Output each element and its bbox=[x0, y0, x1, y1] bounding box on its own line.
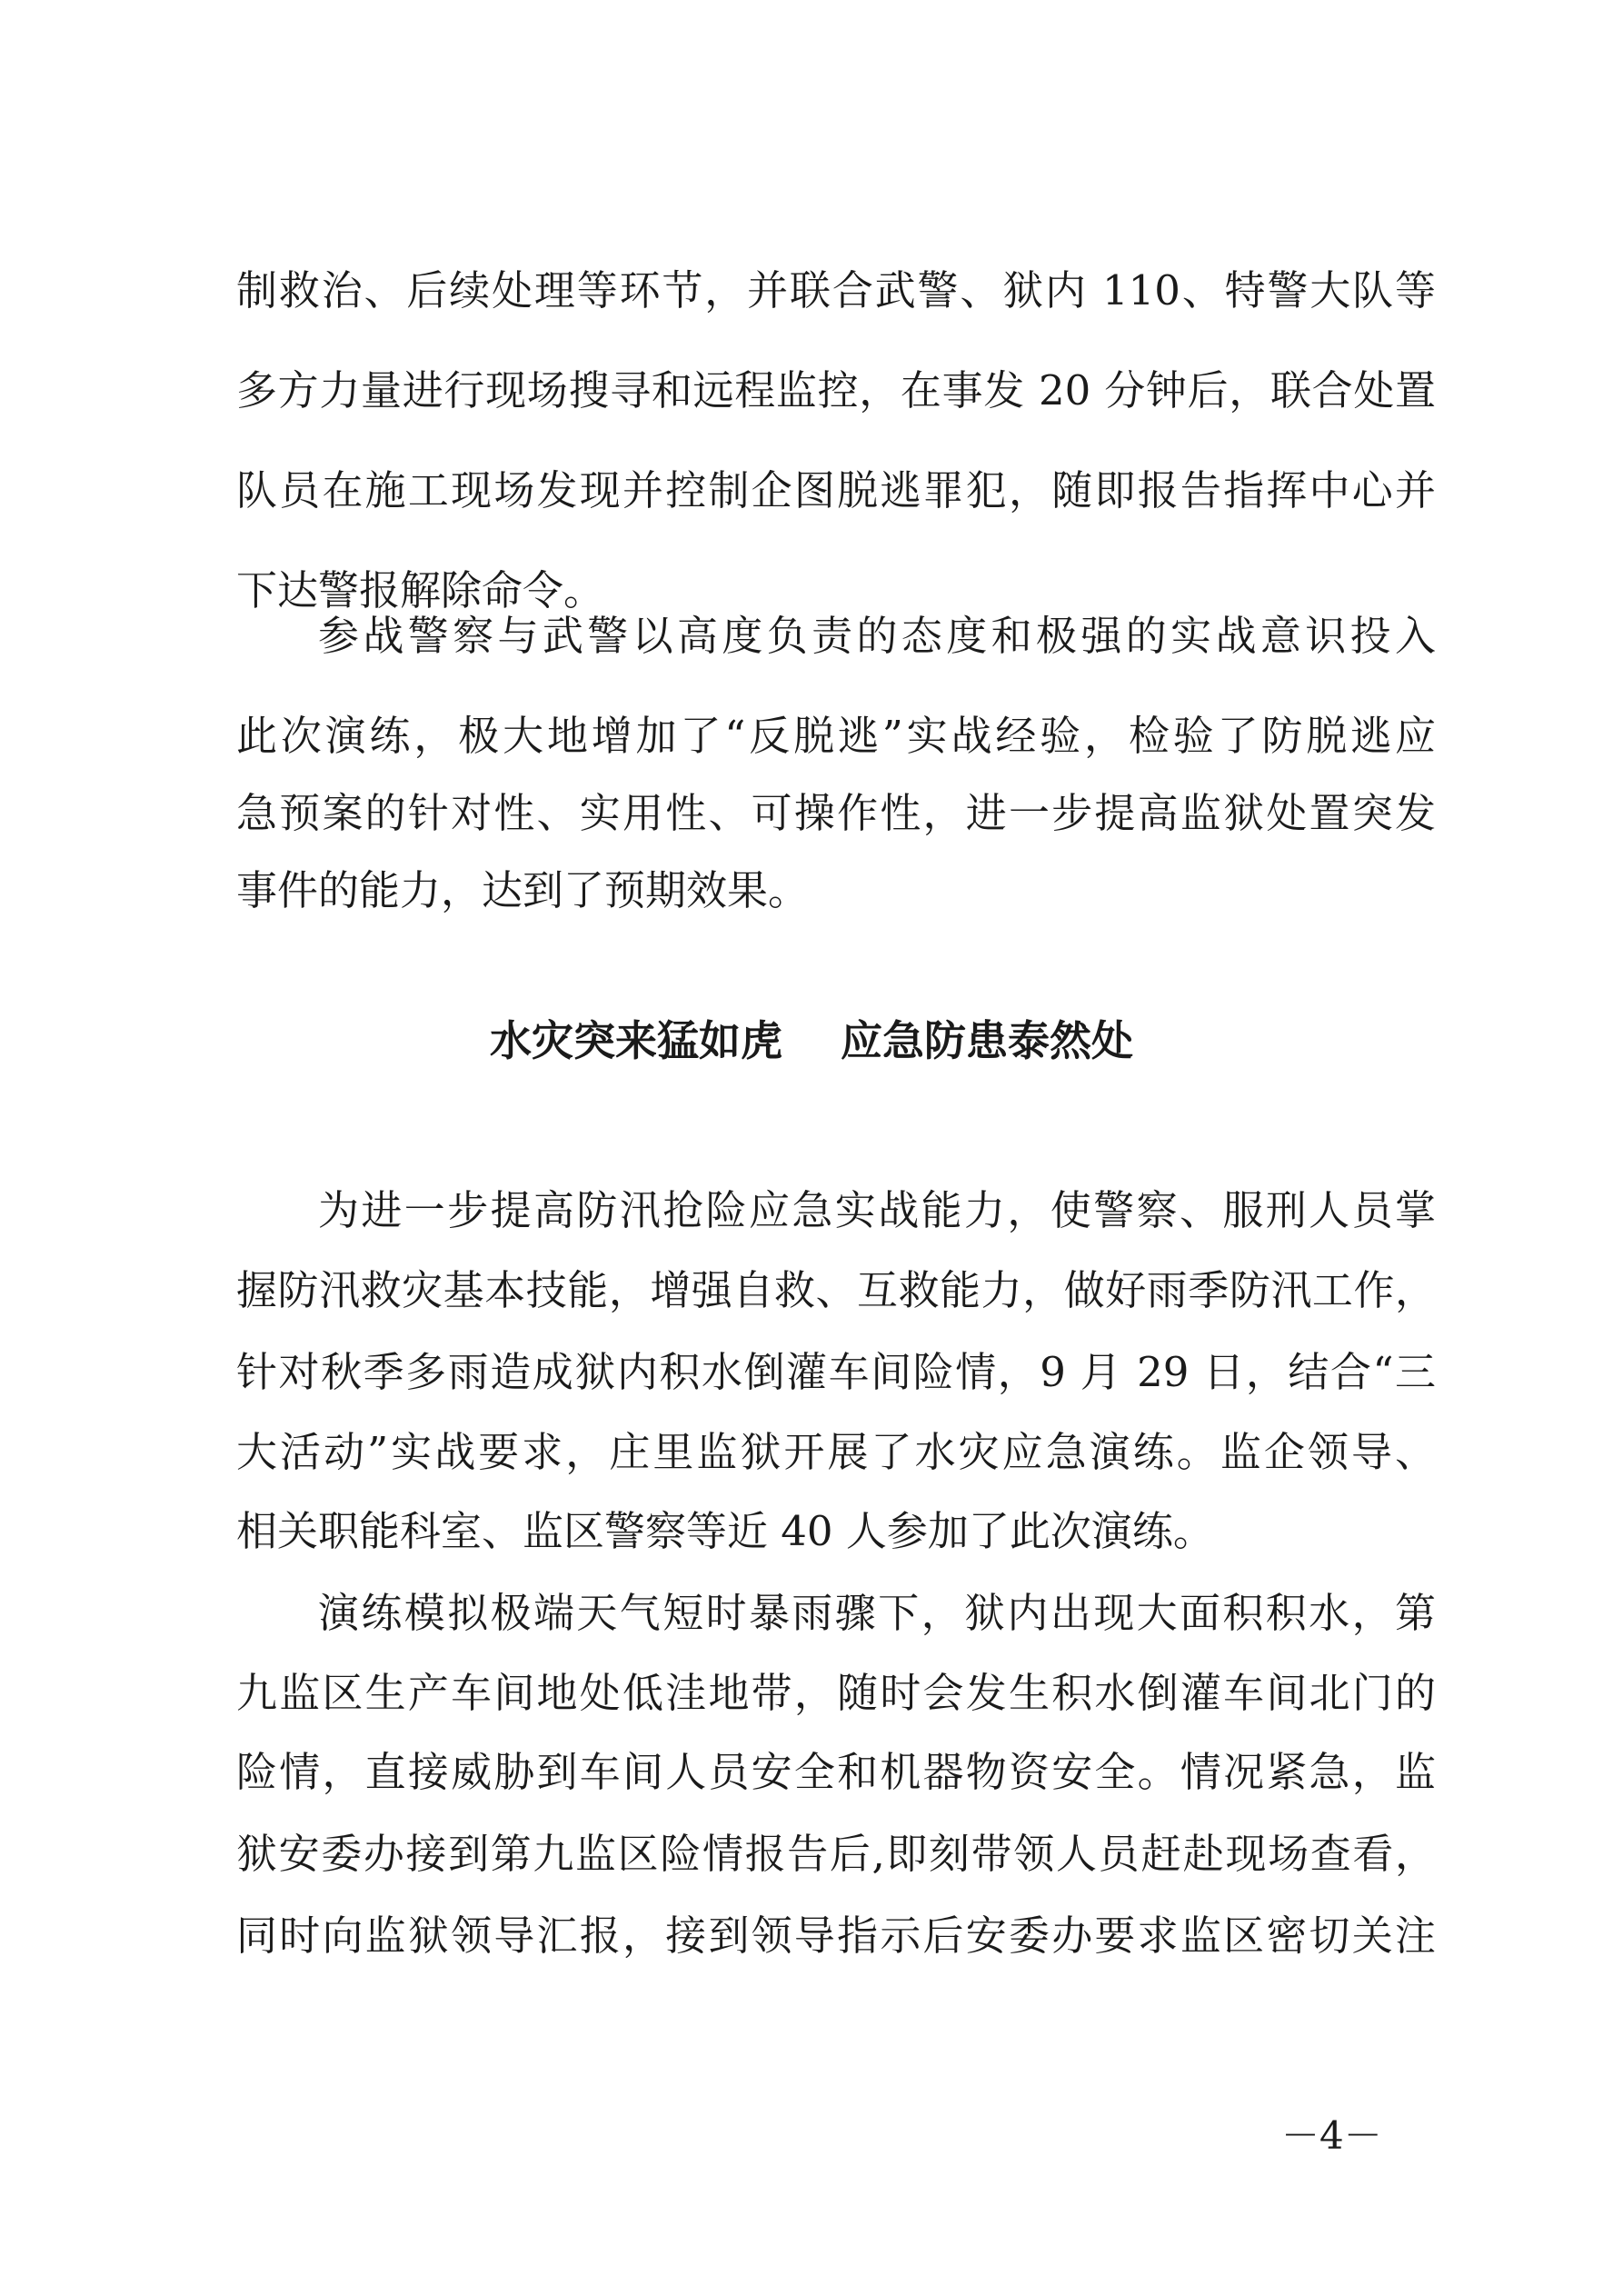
paragraph-first-line: 为进一步提高防汛抢险应急实战能力，使警察、服刑人员掌 bbox=[318, 1186, 1436, 1234]
paragraph-line: 九监区生产车间地处低洼地带，随时会发生积水倒灌车间北门的 bbox=[236, 1669, 1436, 1717]
paragraph-line: 相关职能科室、监区警察等近 40 人参加了此次演练。 bbox=[236, 1507, 1214, 1555]
article-title: 水灾突来猛如虎 应急防患泰然处 bbox=[489, 1016, 1134, 1065]
paragraph-line: 握防汛救灾基本技能，增强自救、互救能力，做好雨季防汛工作， bbox=[236, 1266, 1436, 1314]
paragraph-first-line: 参战警察与武警以高度负责的态度和极强的实战意识投入 bbox=[318, 612, 1436, 660]
paragraph-line: 险情，直接威胁到车间人员安全和机器物资安全。情况紧急，监 bbox=[236, 1748, 1436, 1796]
paragraph-line: 多方力量进行现场搜寻和远程监控，在事发 20 分钟后，联合处置 bbox=[236, 366, 1436, 414]
paragraph-line: 急预案的针对性、实用性、可操作性，进一步提高监狱处置突发 bbox=[236, 789, 1436, 837]
paragraph-line: 下达警报解除命令。 bbox=[236, 566, 605, 614]
paragraph-line: 制救治、后续处理等环节，并联合武警、狱内 110、特警大队等 bbox=[236, 266, 1436, 314]
paragraph-line: 同时向监狱领导汇报，接到领导指示后安委办要求监区密切关注 bbox=[236, 1912, 1436, 1960]
paragraph-line: 大活动”实战要求，庄里监狱开展了水灾应急演练。监企领导、 bbox=[236, 1428, 1436, 1476]
page-number: －4－ bbox=[1281, 2113, 1382, 2158]
paragraph-line: 队员在施工现场发现并控制企图脱逃罪犯，随即报告指挥中心并 bbox=[236, 466, 1436, 514]
paragraph-line: 事件的能力，达到了预期效果。 bbox=[236, 866, 810, 914]
paragraph-line: 此次演练，极大地增加了“反脱逃”实战经验，检验了防脱逃应 bbox=[236, 712, 1436, 760]
paragraph-first-line: 演练模拟极端天气短时暴雨骤下，狱内出现大面积积水，第 bbox=[318, 1589, 1436, 1637]
paragraph-line: 狱安委办接到第九监区险情报告后,即刻带领人员赶赴现场查看， bbox=[236, 1830, 1436, 1878]
paragraph-line: 针对秋季多雨造成狱内积水倒灌车间险情，9 月 29 日，结合“三 bbox=[236, 1348, 1436, 1396]
